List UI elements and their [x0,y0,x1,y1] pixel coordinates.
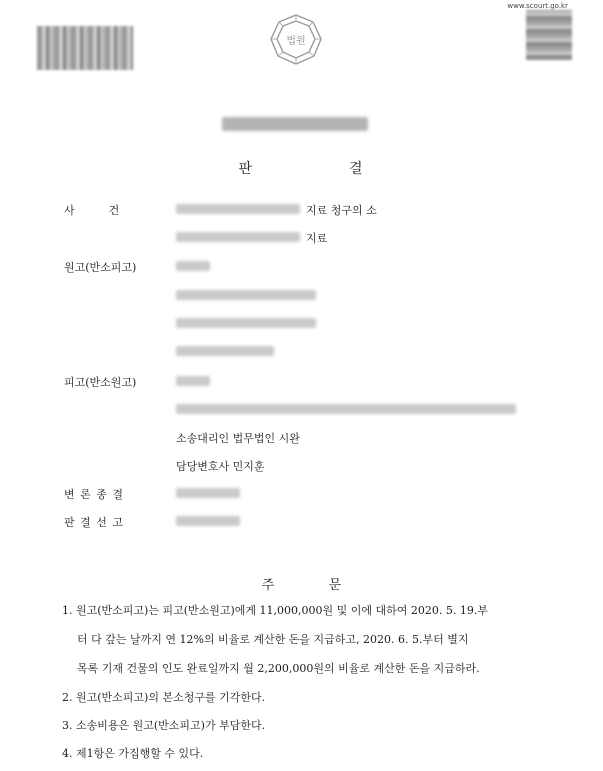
redacted-defendant-address [176,404,516,414]
defendant-attorney: 담당변호사 민지훈 [176,460,265,473]
title-char-2: 결 [348,161,365,177]
redacted-case-number-2 [176,232,300,242]
order-heading: 주 문 [261,578,342,593]
court-seal-icon [268,12,324,68]
case-name-1: 지료 청구의 소 [306,204,377,217]
redacted-defendant-name [176,376,210,386]
redacted-qr-code [526,10,572,60]
case-name-2: 지료 [306,232,328,245]
case-label: 사 건 [64,204,120,217]
seal-text: 법원 [286,36,306,47]
plaintiff-label: 원고(반소피고) [64,261,137,274]
closing-label: 변 론 종 결 [64,488,124,501]
order-item-4: 4. 제1항은 가집행할 수 있다. [62,747,204,760]
defendant-label: 피고(반소원고) [64,376,137,389]
redacted-plaintiff-counsel [176,318,316,328]
order-item-1-line-2: 터 다 갚는 날까지 연 12%의 비율로 계산한 돈을 지급하고, 2020. 6. 5.부터 별지 [77,633,469,646]
redacted-plaintiff-address [176,290,316,300]
redacted-case-number-1 [176,204,300,214]
order-item-3: 3. 소송비용은 원고(반소피고)가 부담한다. [62,719,266,732]
redacted-closing-date [176,488,240,498]
redacted-plaintiff-name [176,261,210,271]
redacted-barcode-left [37,26,133,70]
redacted-plaintiff-attorney [176,346,274,356]
redacted-court-name [222,117,368,131]
document-title [0,158,603,178]
order-item-1-line-3: 목록 기재 건물의 인도 완료일까지 월 2,200,000원의 비율로 계산한 돈을 지급하라. [77,662,480,675]
title-char-1: 판 [238,161,255,177]
defendant-counsel: 소송대리인 법무법인 시완 [176,432,300,445]
redacted-sentence-date [176,516,240,526]
order-item-1-line-1: 1. 원고(반소피고)는 피고(반소원고)에게 11,000,000원 및 이에 대하여 2020. 5. 19.부 [62,604,488,617]
order-item-2: 2. 원고(반소피고)의 본소청구를 기각한다. [62,691,266,704]
source-url: www.scourt.go.kr [507,2,568,10]
sentence-label: 판 결 선 고 [64,516,124,529]
